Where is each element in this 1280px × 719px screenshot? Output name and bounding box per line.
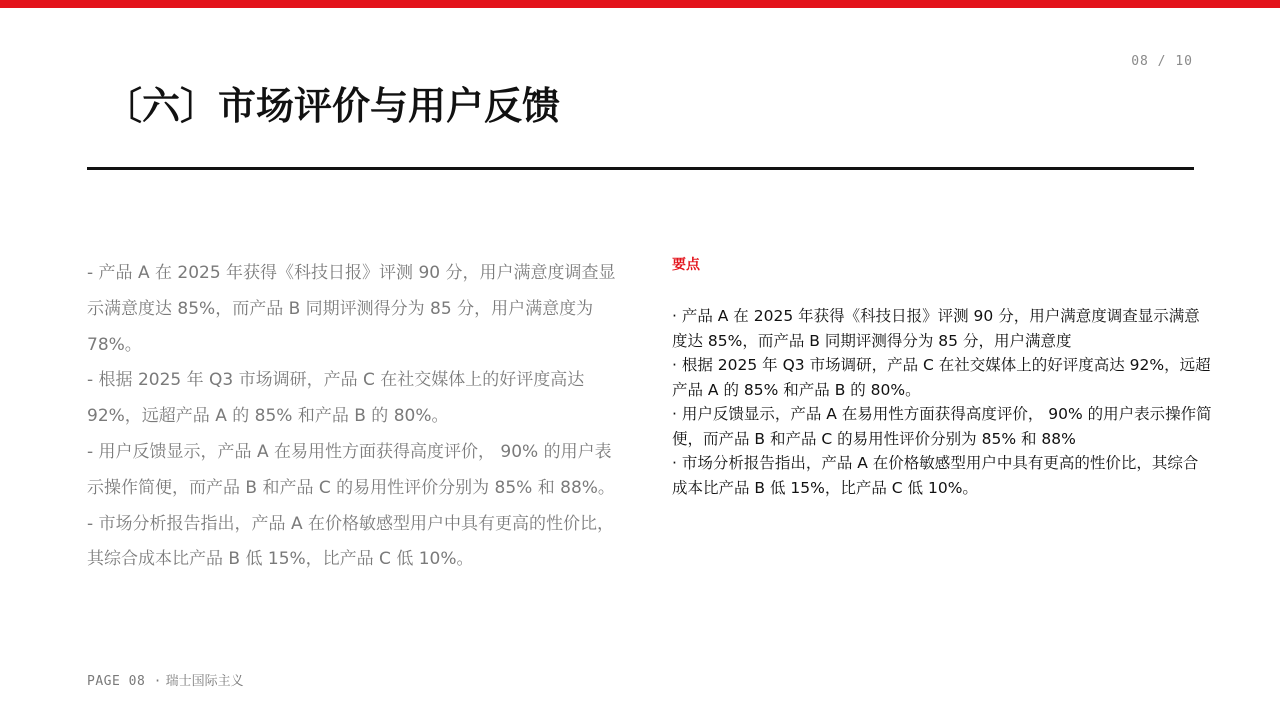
keypoint-item: · 市场分析报告指出，产品 A 在价格敏感型用户中具有更高的性价比，其综合成本比产品 B 低 15%，比产品 C 低 10%。	[672, 454, 1199, 497]
body-paragraph: - 用户反馈显示，产品 A 在易用性方面获得高度评价， 90% 的用户表示操作简便，而产品 B 和产品 C 的易用性评价分别为 85% 和 88%。	[87, 441, 615, 498]
keypoint-item: · 用户反馈显示，产品 A 在易用性方面获得高度评价， 90% 的用户表示操作简便，而产品 B 和产品 C 的易用性评价分别为 85% 和 88%	[672, 405, 1212, 448]
keypoints-panel	[672, 254, 1212, 500]
keypoint-item: · 根据 2025 年 Q3 市场调研，产品 C 在社交媒体上的好评度高达 92%，远超产品 A 的 85% 和产品 B 的 80%。	[672, 356, 1211, 399]
body-paragraph: - 产品 A 在 2025 年获得《科技日报》评测 90 分，用户满意度调查显示满意度达 85%，而产品 B 同期评测得分为 85 分，用户满意度为 78%。	[87, 263, 616, 355]
page-footer	[87, 670, 244, 689]
body-paragraph: - 根据 2025 年 Q3 市场调研，产品 C 在社交媒体上的好评度高达 92%，远超产品 A 的 85% 和产品 B 的 80%。	[87, 370, 585, 427]
page-title: 〔六〕市场评价与用户反馈	[104, 84, 561, 128]
title-divider	[87, 167, 1194, 170]
keypoints-heading: 要点	[672, 257, 700, 273]
keypoints-list	[672, 304, 1212, 500]
keypoint-item: · 产品 A 在 2025 年获得《科技日报》评测 90 分，用户满意度调查显示满意度达 85%，而产品 B 同期评测得分为 85 分，用户满意度	[672, 307, 1200, 350]
page-counter: 08 / 10	[1131, 54, 1193, 69]
footer-page-label: PAGE 08 ·	[87, 674, 162, 689]
top-accent-bar	[0, 0, 1280, 8]
body-text	[87, 256, 622, 578]
footer-brand: 瑞士国际主义	[165, 674, 244, 689]
body-paragraph: - 市场分析报告指出，产品 A 在价格敏感型用户中具有更高的性价比，其综合成本比产品 B 低 15%，比产品 C 低 10%。	[87, 513, 614, 570]
